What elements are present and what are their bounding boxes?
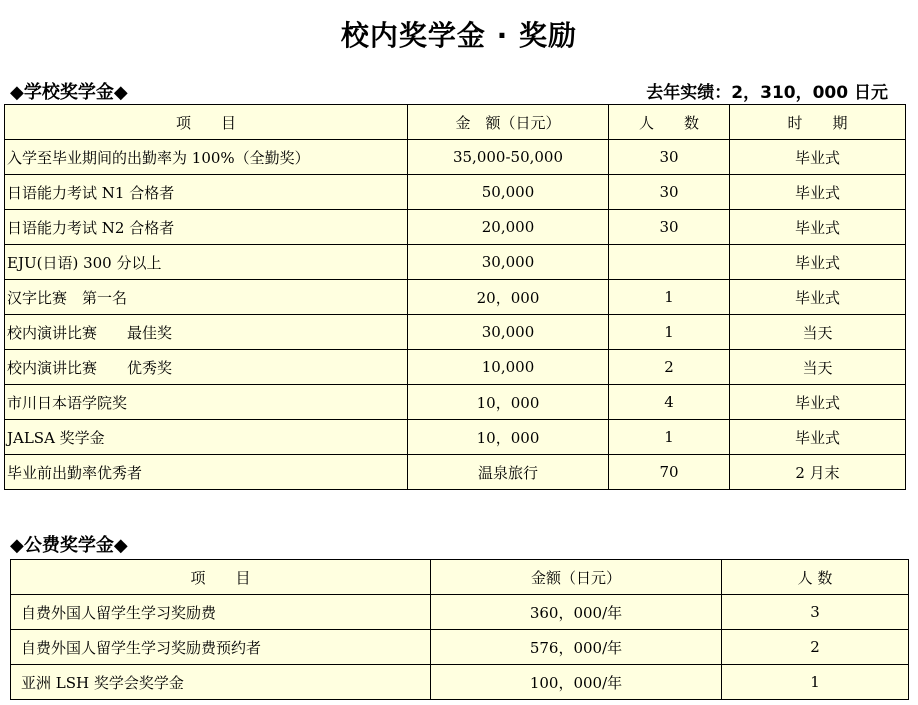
period-cell: 毕业式 <box>730 385 906 420</box>
amount-cell: 50,000 <box>408 175 609 210</box>
period-cell: 2 月末 <box>730 455 906 490</box>
school-scholarship-heading: ◆学校奖学金◆ <box>10 82 128 103</box>
table-row <box>11 665 909 700</box>
table-row <box>5 385 906 420</box>
count-cell: 4 <box>609 385 730 420</box>
table-header-row <box>5 105 906 140</box>
item-cell: 毕业前出勤率优秀者 <box>5 455 408 490</box>
header-item: 项 目 <box>5 105 408 140</box>
count-cell: 3 <box>722 595 909 630</box>
public-scholarship-heading: ◆公费奖学金◆ <box>10 535 128 556</box>
count-cell: 1 <box>609 420 730 455</box>
item-cell: 日语能力考试 N2 合格者 <box>5 210 408 245</box>
period-cell: 毕业式 <box>730 175 906 210</box>
period-cell: 毕业式 <box>730 140 906 175</box>
amount-cell: 30,000 <box>408 315 609 350</box>
count-cell: 70 <box>609 455 730 490</box>
item-cell: 汉字比赛 第一名 <box>5 280 408 315</box>
item-cell: 亚洲 LSH 奖学会奖学金 <box>11 665 431 700</box>
count-cell: 1 <box>609 315 730 350</box>
item-cell: 入学至毕业期间的出勤率为 100%（全勤奖） <box>5 140 408 175</box>
amount-cell: 10,000 <box>408 350 609 385</box>
count-cell: 30 <box>609 140 730 175</box>
header-count: 人 数 <box>722 560 909 595</box>
item-cell: 日语能力考试 N1 合格者 <box>5 175 408 210</box>
item-cell: EJU(日语) 300 分以上 <box>5 245 408 280</box>
item-cell: 自费外国人留学生学习奖励费预约者 <box>11 630 431 665</box>
period-cell: 毕业式 <box>730 280 906 315</box>
amount-cell: 20，000 <box>408 280 609 315</box>
amount-cell: 20,000 <box>408 210 609 245</box>
count-cell: 2 <box>609 350 730 385</box>
period-cell: 当天 <box>730 350 906 385</box>
table-row <box>5 280 906 315</box>
amount-cell: 10，000 <box>408 385 609 420</box>
amount-cell: 360，000/年 <box>431 595 722 630</box>
item-cell: 市川日本语学院奖 <box>5 385 408 420</box>
table-row <box>5 455 906 490</box>
count-cell <box>609 245 730 280</box>
item-cell: 校内演讲比赛 最佳奖 <box>5 315 408 350</box>
table-row <box>5 210 906 245</box>
header-item: 项 目 <box>11 560 431 595</box>
amount-cell: 30,000 <box>408 245 609 280</box>
table-row <box>5 315 906 350</box>
table-row <box>11 630 909 665</box>
last-year-achievement: 去年实绩：2，310，000 日元 <box>646 83 888 103</box>
table-row <box>5 175 906 210</box>
period-cell: 毕业式 <box>730 245 906 280</box>
count-cell: 30 <box>609 210 730 245</box>
header-amount: 金 额（日元） <box>408 105 609 140</box>
item-cell: JALSA 奖学金 <box>5 420 408 455</box>
header-period: 时 期 <box>730 105 906 140</box>
amount-cell: 10，000 <box>408 420 609 455</box>
count-cell: 1 <box>722 665 909 700</box>
period-cell: 毕业式 <box>730 210 906 245</box>
table-row <box>5 420 906 455</box>
page-title: 校内奖学金 · 奖励 <box>340 19 578 52</box>
item-cell: 自费外国人留学生学习奖励费 <box>11 595 431 630</box>
table-row <box>5 350 906 385</box>
table-row <box>11 595 909 630</box>
period-cell: 毕业式 <box>730 420 906 455</box>
item-cell: 校内演讲比赛 优秀奖 <box>5 350 408 385</box>
public-scholarship-table <box>10 559 909 700</box>
school-scholarship-table <box>4 104 906 490</box>
amount-cell: 576，000/年 <box>431 630 722 665</box>
period-cell: 当天 <box>730 315 906 350</box>
amount-cell: 35,000-50,000 <box>408 140 609 175</box>
amount-cell: 温泉旅行 <box>408 455 609 490</box>
table-header-row <box>11 560 909 595</box>
amount-cell: 100，000/年 <box>431 665 722 700</box>
header-amount: 金额（日元） <box>431 560 722 595</box>
count-cell: 2 <box>722 630 909 665</box>
header-count: 人 数 <box>609 105 730 140</box>
table-row <box>5 245 906 280</box>
count-cell: 1 <box>609 280 730 315</box>
table-row <box>5 140 906 175</box>
count-cell: 30 <box>609 175 730 210</box>
